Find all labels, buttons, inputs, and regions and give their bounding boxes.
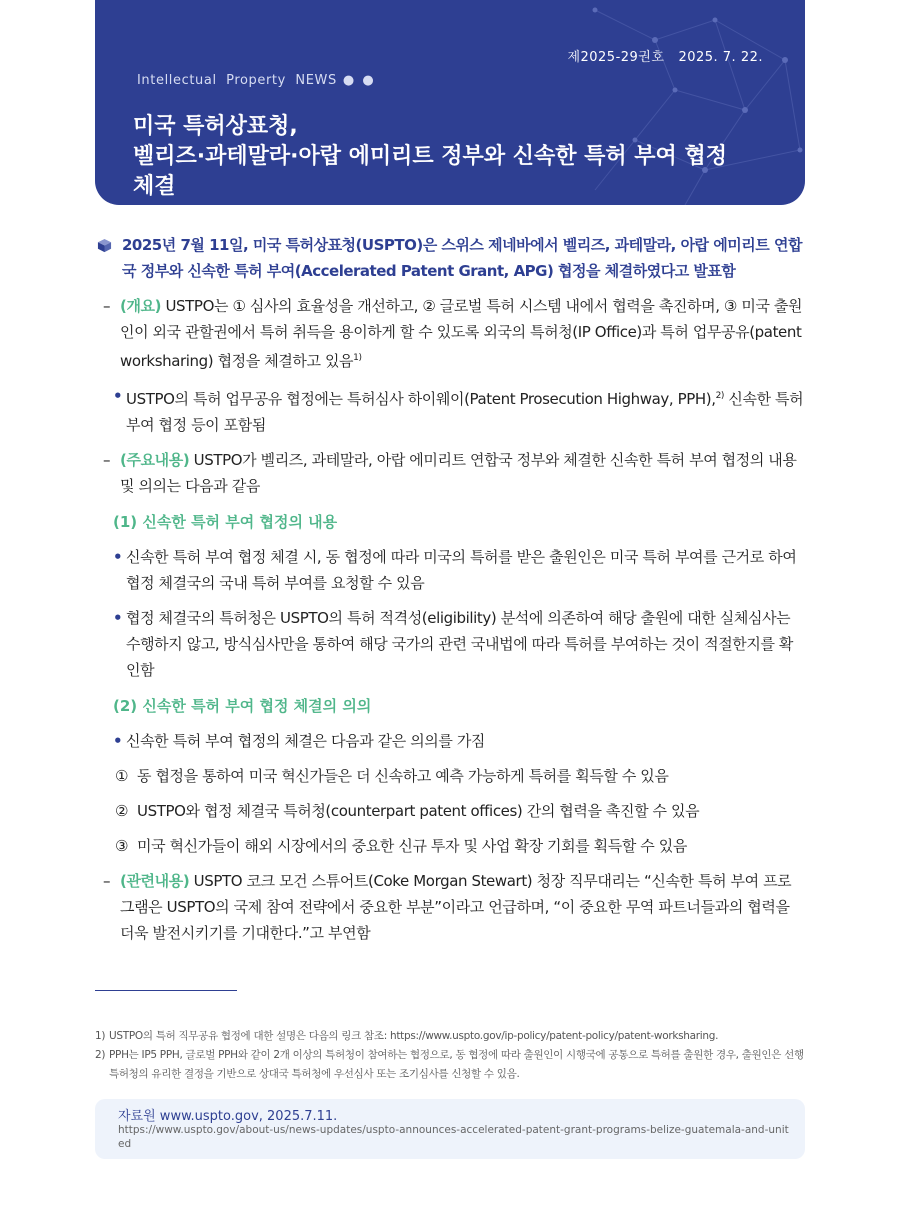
footnotes [95,1027,807,1084]
lead-text: 2025년 7월 11일, 미국 특허상표청(USPTO)은 스위스 제네바에서 벨리즈, 과테말라, 아랍 에미리트 연합국 정부와 신속한 특허 부여(Accelerated Patent Grant, APG) 협정을 체결하였다고 발표함 [122,236,802,280]
cube-bullet-icon [97,238,112,253]
header-banner [95,0,805,205]
series-name: Intellectual Property NEWS [137,73,337,88]
related-paragraph [95,868,805,946]
title-line-3: 체결 [133,174,176,199]
overview-tag: (개요) [120,297,162,315]
related-text: USPTO 코크 모건 스튜어트(Coke Morgan Stewart) 청장 직무대리는 “신속한 특허 부여 프로그램은 USPTO의 국제 참여 전략에서 중요한 부분”이라고 언급하며, “이 중요한 무역 파트너들과의 협력을 더욱 발전시키기를 기대한다.”고 부연함 [120,872,792,942]
page-title [133,112,783,202]
source-url[interactable]: https://www.uspto.gov/about-us/news-updates/uspto-announces-accelerated-patent-grant-programs-belize-guatemala-and-united [118,1124,789,1150]
footnote-text: PPH는 IP5 PPH, 글로벌 PPH와 같이 2개 이상의 특허청이 참여하는 협정으로, 동 협정에 따라 출원인이 시행국에 공통으로 특허를 출원한 경우, 출원인은 선행 특허청의 유리한 결정을 기반으로 상대국 특허청에 우선심사 또는 조기심사를 신청할 수 있음. [109,1049,804,1080]
overview-paragraph [95,293,805,374]
footnote-number: 2) [95,1049,106,1061]
section2-title: (2) 신속한 특허 부여 협정 체결의 의의 [113,697,372,715]
section2-bullet-text: 신속한 특허 부여 협정의 체결은 다음과 같은 의의를 가짐 [126,732,486,750]
bullet-mark: • [113,732,123,750]
footnote-number: 1) [95,1030,106,1042]
overview-text: USTPO는 ① 심사의 효율성을 개선하고, ② 글로벌 특허 시스템 내에서 협력을 촉진하며, ③ 미국 출원인이 외국 관할권에서 특허 취득을 용이하게 할 수 있도록 외국의 특허청(IP Office)과 특허 업무공유(patent worksharing) 협정을 체결하고 있음 [120,297,803,370]
issue-number: 제2025-29권호 [567,50,665,65]
bullet-mark: • [113,387,123,405]
title-line-2: 벨리즈·과테말라·아랍 에미리트 정부와 신속한 특허 부여 협정 [133,144,727,169]
section1-bullet-text: 신속한 특허 부여 협정 체결 시, 동 협정에 따라 미국의 특허를 받은 출원인은 미국 특허 부여를 근거로 하여 협정 체결국의 국내 특허 부여를 요청할 수 있음 [126,548,797,592]
main-paragraph [95,447,805,499]
related-tag: (관련내용) [120,872,190,890]
source-box [95,1099,805,1159]
section1-bullet-text: 협정 체결국의 특허청은 USPTO의 특허 적격성(eligibility) 분석에 의존하여 해당 출원에 대한 실체심사는 수행하지 않고, 방식심사만을 통하여 해당 국가의 관련 국내법에 따라 특허를 부여하는 것이 적절한지를 확인함 [126,609,794,679]
dash-mark: – [103,297,111,315]
bullet-mark: • [113,609,123,627]
series-dots: ● ● [342,73,376,88]
source-label: 자료원 www.uspto.gov, 2025.7.11. [118,1109,338,1124]
footnote-1 [95,1027,807,1046]
main-text: USTPO가 벨리즈, 과테말라, 아랍 에미리트 연합국 정부와 체결한 신속한 특허 부여 협정의 내용 및 의의는 다음과 같음 [120,451,797,495]
series-label [137,73,376,88]
issue-info [553,46,763,65]
issue-date: 2025. 7. 22. [678,50,763,65]
item-text: USTPO와 협정 체결국 특허청(counterpart patent offices) 간의 협력을 촉진할 수 있음 [137,802,700,820]
item-number: ① [115,767,129,785]
item-text: 미국 혁신가들이 해외 시장에서의 중요한 신규 투자 및 사업 확장 기회를 획득할 수 있음 [137,837,687,855]
section2-item-2 [95,798,805,824]
item-number: ② [115,802,129,820]
footnote-text: USTPO의 특허 직무공유 협정에 대한 설명은 다음의 링크 참조: https://www.uspto.gov/ip-policy/patent-policy/patent-worksharing. [109,1030,719,1042]
footnote-2 [95,1046,807,1084]
article-body [95,232,805,946]
section2-bullet [95,728,805,754]
section1-bullet-1 [95,544,805,596]
section2-item-3 [95,833,805,859]
footnote-ref-2: 2) [715,391,725,401]
lead-paragraph [95,232,805,284]
section1-title: (1) 신속한 특허 부여 협정의 내용 [113,513,338,531]
overview-bullet-end: 신속한 특허 부여 협정 등이 포함됨 [126,390,804,434]
section2-item-1 [95,763,805,789]
footnote-divider [95,990,237,991]
overview-bullet [95,383,805,438]
footnote-ref-1: 1) [353,353,362,363]
item-number: ③ [115,837,129,855]
item-text: 동 협정을 통하여 미국 혁신가들은 더 신속하고 예측 가능하게 특허를 획득할 수 있음 [137,767,669,785]
bullet-mark: • [113,548,123,566]
overview-bullet-text: USTPO의 특허 업무공유 협정에는 특허심사 하이웨이(Patent Prosecution Highway, PPH), [126,390,716,408]
main-tag: (주요내용) [120,451,190,469]
section1-bullet-2 [95,605,805,683]
title-line-1: 미국 특허상표청, [133,114,298,139]
dash-mark: – [103,451,111,469]
dash-mark: – [103,872,111,890]
